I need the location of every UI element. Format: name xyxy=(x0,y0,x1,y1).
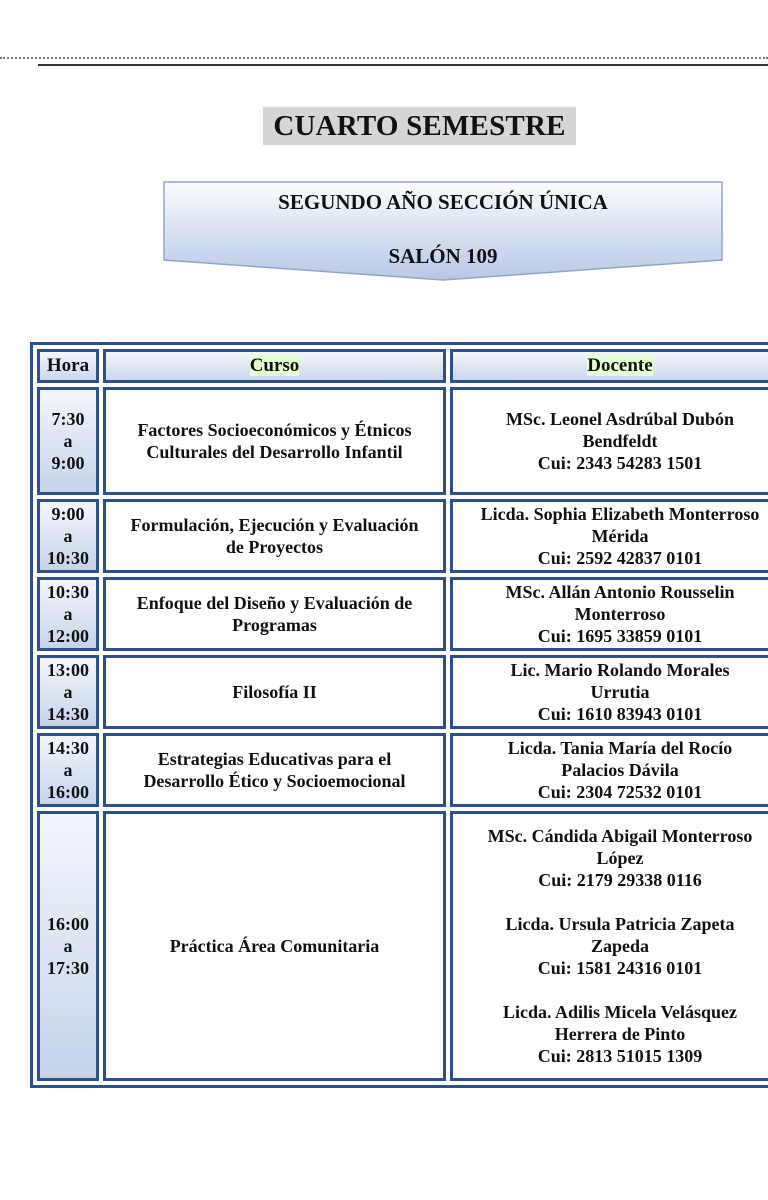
course-name: Enfoque del Diseño y Evaluación de xyxy=(136,593,413,613)
teacher-name: Bendfeldt xyxy=(582,431,658,451)
time-text: 9:00 xyxy=(51,504,85,524)
course-name: Desarrollo Ético y Socioemocional xyxy=(143,771,406,791)
table-header-row xyxy=(37,349,768,383)
teacher-name: Monterroso xyxy=(574,604,666,624)
schedule-table xyxy=(30,342,768,1088)
teacher-cui: Cui: 2343 54283 1501 xyxy=(537,453,703,473)
course-name: Práctica Área Comunitaria xyxy=(169,936,380,956)
teacher-entry xyxy=(455,503,768,569)
teacher-entry xyxy=(455,913,768,979)
teacher-cell xyxy=(450,577,768,651)
time-text: 17:30 xyxy=(47,958,89,978)
time-text: 14:30 xyxy=(47,704,89,724)
teacher-entry xyxy=(455,825,768,891)
time-cell xyxy=(37,733,99,807)
course-name: Filosofía II xyxy=(232,682,317,702)
banner-room-label: SALÓN 109 xyxy=(388,244,498,268)
teacher-name: MSc. Leonel Asdrúbal Dubón xyxy=(505,409,735,429)
banner-section-label: SEGUNDO AÑO SECCIÓN ÚNICA xyxy=(278,190,608,214)
teacher-cell xyxy=(450,811,768,1081)
teacher-name: López xyxy=(596,848,644,868)
table-row xyxy=(37,811,768,1081)
table-row xyxy=(37,733,768,807)
time-text: a xyxy=(63,431,73,451)
teacher-cui: Cui: 2813 51015 1309 xyxy=(537,1046,703,1066)
course-name: Estrategias Educativas para el xyxy=(157,749,392,769)
teacher-cell xyxy=(450,387,768,495)
course-cell xyxy=(103,499,446,573)
table-row xyxy=(37,499,768,573)
time-cell xyxy=(37,577,99,651)
course-cell xyxy=(103,733,446,807)
time-text: 10:30 xyxy=(47,548,89,568)
header-hora: Hora xyxy=(37,349,99,383)
teacher-cui: Cui: 1581 24316 0101 xyxy=(537,958,703,978)
time-text: a xyxy=(63,682,73,702)
course-cell xyxy=(103,577,446,651)
time-text: 14:30 xyxy=(47,738,89,758)
teacher-name: Zapeda xyxy=(590,936,650,956)
teacher-cui: Cui: 2179 29338 0116 xyxy=(538,870,702,890)
time-cell xyxy=(37,499,99,573)
teacher-cell xyxy=(450,655,768,729)
time-cell xyxy=(37,387,99,495)
course-name: Formulación, Ejecución y Evaluación xyxy=(130,515,419,535)
table-row xyxy=(37,577,768,651)
time-text: 16:00 xyxy=(47,914,89,934)
time-text: 12:00 xyxy=(47,626,89,646)
teacher-name: Licda. Adilis Micela Velásquez xyxy=(502,1002,738,1022)
course-cell xyxy=(103,811,446,1081)
course-name: Factores Socioeconómicos y Étnicos xyxy=(137,420,412,440)
time-text: 9:00 xyxy=(51,453,85,473)
section-banner xyxy=(163,181,723,281)
teacher-entry xyxy=(455,408,768,474)
teacher-name: Herrera de Pinto xyxy=(554,1024,686,1044)
teacher-cell xyxy=(450,499,768,573)
teacher-name: Licda. Sophia Elizabeth Monterroso xyxy=(480,504,760,524)
time-cell xyxy=(37,811,99,1081)
header-docente: Docente xyxy=(450,349,768,383)
course-cell xyxy=(103,387,446,495)
course-name: Culturales del Desarrollo Infantil xyxy=(146,442,403,462)
teacher-name: Lic. Mario Rolando Morales xyxy=(510,660,730,680)
teacher-entry xyxy=(455,581,768,647)
time-text: a xyxy=(63,936,73,956)
teacher-name: MSc. Allán Antonio Rousselin xyxy=(505,582,735,602)
table-row xyxy=(37,387,768,495)
time-text: 7:30 xyxy=(51,409,85,429)
header-rule xyxy=(38,64,768,66)
teacher-name: Licda. Ursula Patricia Zapeta xyxy=(505,914,735,934)
teacher-entry xyxy=(455,737,768,803)
teacher-name: MSc. Cándida Abigail Monterroso xyxy=(487,826,753,846)
teacher-cui: Cui: 2592 42837 0101 xyxy=(537,548,703,568)
time-text: 16:00 xyxy=(47,782,89,802)
time-text: 10:30 xyxy=(47,582,89,602)
teacher-cui: Cui: 2304 72532 0101 xyxy=(537,782,703,802)
course-name: de Proyectos xyxy=(225,537,324,557)
header-curso: Curso xyxy=(103,349,446,383)
teacher-name: Licda. Tania María del Rocío xyxy=(507,738,733,758)
dotted-separator xyxy=(0,57,768,59)
course-name: Programas xyxy=(232,615,317,635)
time-cell xyxy=(37,655,99,729)
time-text: a xyxy=(63,526,73,546)
teacher-cell xyxy=(450,733,768,807)
table-row xyxy=(37,655,768,729)
time-text: a xyxy=(63,760,73,780)
teacher-cui: Cui: 1610 83943 0101 xyxy=(537,704,703,724)
teacher-cui: Cui: 1695 33859 0101 xyxy=(537,626,703,646)
teacher-entry xyxy=(455,659,768,725)
page-title: CUARTO SEMESTRE xyxy=(263,107,576,145)
teacher-name: Urrutia xyxy=(590,682,650,702)
course-cell xyxy=(103,655,446,729)
time-text: 13:00 xyxy=(47,660,89,680)
teacher-name: Mérida xyxy=(591,526,649,546)
teacher-name: Palacios Dávila xyxy=(561,760,679,780)
time-text: a xyxy=(63,604,73,624)
teacher-entry xyxy=(455,1001,768,1067)
